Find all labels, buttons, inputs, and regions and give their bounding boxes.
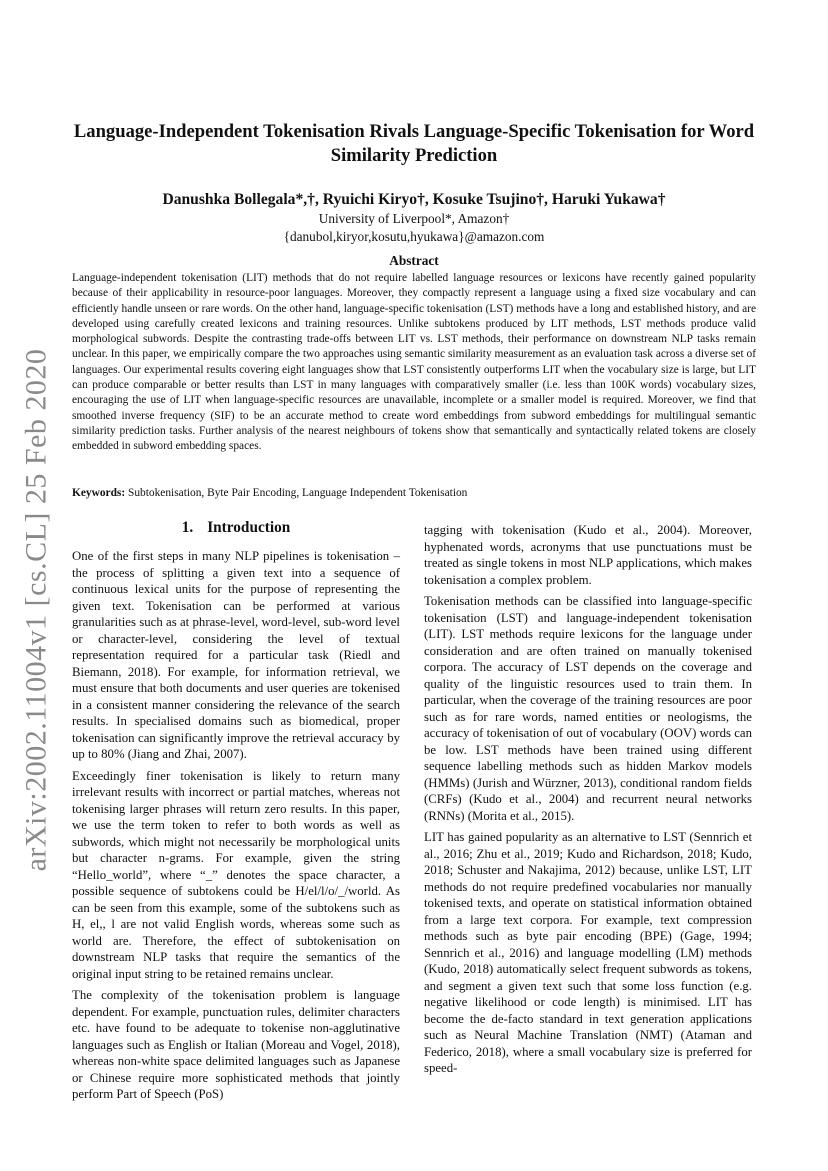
affiliation: University of Liverpool*, Amazon†: [318, 211, 510, 226]
section-title: Introduction: [207, 519, 291, 536]
paragraph: The complexity of the tokenisation problem is language dependent. For example, punctuation rules, delimiter characters etc. have found to be adequate to tokenise non-agglutinative languages such as English or Italian (Moreau and Vogel, 2018), whereas non-white space delimited languages such as Japanese or Chinese require more sophisticated methods that jointly perform Part of Speech (PoS): [72, 988, 400, 1101]
paragraph: One of the first steps in many NLP pipelines is tokenisation – the process of splitting a given text into a sequence of continuous lexical units for the purpose of representing the given text. Tokenisation can be performed at various granularities such as at phrase-level, word-level, sub-word level or character-level, considering the level of textual representation required for a particular task (Riedl and Biemann, 2018). For example, for information retrieval, we must ensure that both documents and user queries are tokenised in a consistent manner considering the relevance of the search results. In specialised domains such as biomedical, proper tokenisation can significantly improve the retrieval accuracy by up to 80% (Jiang and Zhai, 2007).: [72, 549, 400, 761]
abstract-heading: Abstract: [389, 253, 439, 268]
paragraph: LIT has gained popularity as an alternative to LST (Sennrich et al., 2016; Zhu et al., 2019; Kudo and Richardson, 2018; Kudo, 2018; Schuster and Nakajima, 2012) because, unlike LST, LIT methods do not require predefined vocabularies nor manually tokenised texts, and operate on statistical information obtained from a large text corpora. For example, text compression methods such as byte pair encoding (BPE) (Gage, 1994; Sennrich et al., 2016) and language modelling (LM) methods (Kudo, 2018) automatically select frequent subwords as tokens, and segment a given text such that some loss function (e.g. negative likelihood or code length) is minimised. LIT has become the de-facto standard in text generation applications such as Neural Machine Translation (NMT) (Ataman and Federico, 2018), where a small vocabulary size is preferred for speed-: [424, 830, 752, 1075]
paper-header: [70, 120, 758, 246]
section-number: 1.: [181, 519, 194, 536]
arxiv-identifier-text: arXiv:2002.11004v1 [cs.CL] 25 Feb 2020: [19, 348, 52, 872]
section-heading: [72, 518, 400, 538]
arxiv-identifier: [14, 348, 58, 872]
keywords-text: Subtokenisation, Byte Pair Encoding, Language Independent Tokenisation: [125, 487, 468, 499]
paragraph: Exceedingly finer tokenisation is likely to return many irrelevant results with incorrect or partial matches, whereas not tokenising larger phrases will return zero results. In this paper, we use the term token to refer to both words as well as subwords, which might not necessarily be morphological units but character n-grams. For example, given the string “Hello_world”, where “_” denotes the space character, a possible sequence of subtokens could be H/el/l/o/_/world. As can be seen from this example, some of the subtokens such as H, el,, l are not valid English words, whereas some such as world are. Therefore, the effect of subtokenisation on downstream NLP tasks that require the semantics of the original input string to be retained remains unclear.: [72, 768, 400, 981]
paragraph: Tokenisation methods can be classified into language-specific tokenisation (LST) and language-independent tokenisation (LIT). LST methods require lexicons for the language under consideration and are often trained on manually tokenised corpora. The accuracy of LST depends on the coverage and quality of the linguistic resources used to train them. In particular, when the coverage of the training resources are poor such as for rare words, named entities or neologisms, the accuracy of tokenisation of out of vocabulary (OOV) words can be low. LST methods have been trained using different sequence labelling methods such as hidden Markov models (HMMs) (Jurish and Würzner, 2013), conditional random fields (CRFs) (Kudo et al., 2004) and recurrent neural networks (RNNs) (Morita et al., 2015).: [424, 594, 752, 823]
paragraph: tagging with tokenisation (Kudo et al., 2004). Moreover, hyphenated words, acronyms that use punctuations must be treated as single tokens in most NLP applications, which makes tokenisation a complex problem.: [424, 523, 752, 587]
left-column: [72, 518, 400, 1108]
abstract-body: Language-independent tokenisation (LIT) methods that do not require labelled language resources or lexicons have recently gained popularity because of their applicability in resource-poor languages. Moreover, they compactly represent a language using a fixed size vocabulary and can efficiently handle unseen or rare words. On the other hand, language-specific tokenisation (LST) methods have a long and established history, and are developed using carefully created lexicons and training resources. Unlike subtokens produced by LIT methods, LST methods produce valid morphological subwords. Despite the contrasting trade-offs between LIT vs. LST methods, their performance on downstream NLP tasks remain unclear. In this paper, we empirically compare the two approaches using semantic similarity measurement as an evaluation task across a diverse set of languages. Our experimental results covering eight languages show that LST consistently outperforms LIT when the vocabulary size is large, but LIT can produce comparable or better results than LST in many languages with comparatively smaller (i.e. less than 100K words) vocabulary sizes, encouraging the use of LIT when language-specific resources are unavailable, incomplete or a smaller model is required. Moreover, we find that smoothed inverse frequency (SIF) to be an accurate method to create word embeddings from subword embeddings for multilingual semantic similarity prediction tasks. Further analysis of the nearest neighbours of tokens show that semantically and syntactically related tokens are closely embedded in subword embedding spaces.: [72, 272, 756, 453]
author-list: Danushka Bollegala*,†, Ryuichi Kiryo†, Kosuke Tsujino†, Haruki Yukawa†: [162, 191, 666, 208]
keywords-label: Keywords:: [72, 487, 126, 499]
paper-title: Language-Independent Tokenisation Rivals Language-Specific Tokenisation for Word Similarity Prediction: [73, 121, 755, 166]
author-emails: {danubol,kiryor,kosutu,hyukawa}@amazon.com: [283, 229, 545, 244]
keywords: [72, 486, 756, 501]
right-column: [424, 522, 752, 1082]
